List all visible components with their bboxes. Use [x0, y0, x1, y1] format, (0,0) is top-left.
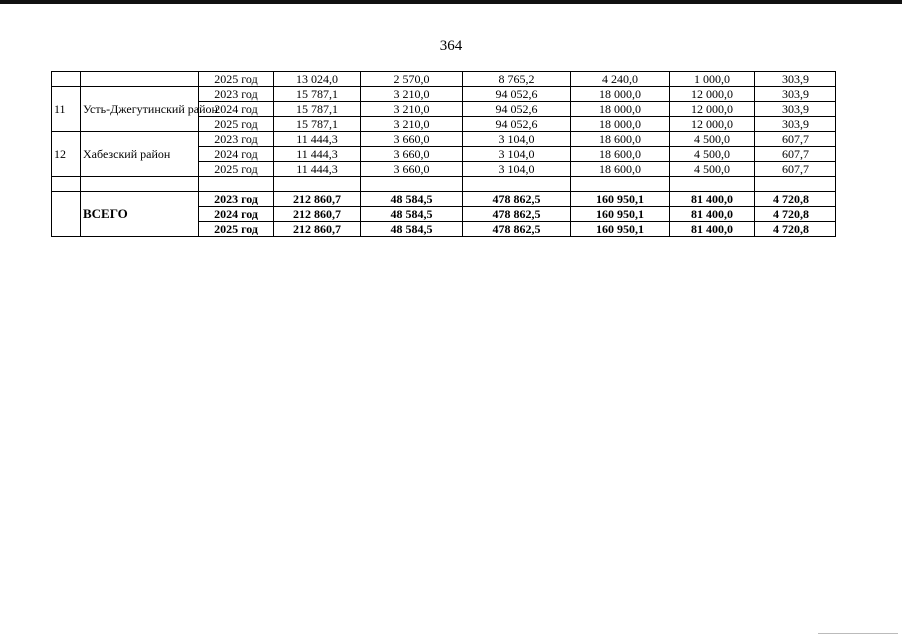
value-cell: 4 720,8: [755, 192, 836, 207]
empty-cell: [463, 177, 571, 192]
value-cell: 4 720,8: [755, 207, 836, 222]
value-cell: 11 444,3: [274, 162, 361, 177]
empty-cell: [52, 177, 81, 192]
value-cell: 160 950,1: [571, 222, 670, 237]
value-cell: 18 600,0: [571, 162, 670, 177]
value-cell: 81 400,0: [670, 192, 755, 207]
value-cell: 4 500,0: [670, 132, 755, 147]
value-cell: 478 862,5: [463, 192, 571, 207]
value-cell: 160 950,1: [571, 192, 670, 207]
value-cell: 3 104,0: [463, 132, 571, 147]
value-cell: 11 444,3: [274, 147, 361, 162]
year-cell: 2024 год: [199, 207, 274, 222]
value-cell: 15 787,1: [274, 117, 361, 132]
value-cell: 3 104,0: [463, 162, 571, 177]
table-row: [52, 87, 836, 102]
empty-cell: [199, 177, 274, 192]
value-cell: 15 787,1: [274, 87, 361, 102]
year-cell: 2025 год: [199, 222, 274, 237]
year-cell: 2024 год: [199, 102, 274, 117]
total-num-cell: [52, 192, 81, 237]
value-cell: 478 862,5: [463, 222, 571, 237]
value-cell: 13 024,0: [274, 72, 361, 87]
value-cell: 607,7: [755, 162, 836, 177]
value-cell: 18 000,0: [571, 102, 670, 117]
value-cell: 81 400,0: [670, 207, 755, 222]
district-name: Хабезский район: [81, 132, 199, 177]
budget-table: [51, 71, 836, 237]
value-cell: 15 787,1: [274, 102, 361, 117]
district-name: Усть-Джегутинский район: [81, 87, 199, 132]
value-cell: 94 052,6: [463, 102, 571, 117]
value-cell: 607,7: [755, 132, 836, 147]
district-cell: [81, 72, 199, 87]
table-row: [52, 72, 836, 87]
value-cell: 12 000,0: [670, 87, 755, 102]
year-cell: 2025 год: [199, 162, 274, 177]
bottom-scan-line: [818, 633, 898, 634]
value-cell: 303,9: [755, 87, 836, 102]
value-cell: 4 720,8: [755, 222, 836, 237]
page-number: 364: [439, 38, 463, 54]
value-cell: 3 660,0: [361, 162, 463, 177]
year-cell: 2023 год: [199, 192, 274, 207]
empty-cell: [670, 177, 755, 192]
year-cell: 2025 год: [199, 72, 274, 87]
total-label: ВСЕГО: [81, 192, 199, 237]
value-cell: 81 400,0: [670, 222, 755, 237]
value-cell: 303,9: [755, 117, 836, 132]
value-cell: 212 860,7: [274, 222, 361, 237]
value-cell: 3 104,0: [463, 147, 571, 162]
year-cell: 2023 год: [199, 87, 274, 102]
value-cell: 11 444,3: [274, 132, 361, 147]
value-cell: 12 000,0: [670, 102, 755, 117]
empty-cell: [274, 177, 361, 192]
empty-cell: [361, 177, 463, 192]
value-cell: 18 600,0: [571, 132, 670, 147]
value-cell: 478 862,5: [463, 207, 571, 222]
top-border-rule: [0, 0, 902, 4]
value-cell: 3 660,0: [361, 147, 463, 162]
value-cell: 2 570,0: [361, 72, 463, 87]
value-cell: 303,9: [755, 72, 836, 87]
value-cell: 8 765,2: [463, 72, 571, 87]
value-cell: 94 052,6: [463, 117, 571, 132]
total-row: [52, 192, 836, 207]
empty-cell: [81, 177, 199, 192]
value-cell: 48 584,5: [361, 207, 463, 222]
value-cell: 303,9: [755, 102, 836, 117]
value-cell: 607,7: [755, 147, 836, 162]
year-cell: 2024 год: [199, 147, 274, 162]
value-cell: 18 600,0: [571, 147, 670, 162]
year-cell: 2023 год: [199, 132, 274, 147]
value-cell: 1 000,0: [670, 72, 755, 87]
value-cell: 4 500,0: [670, 147, 755, 162]
value-cell: 48 584,5: [361, 222, 463, 237]
year-cell: 2025 год: [199, 117, 274, 132]
empty-row: [52, 177, 836, 192]
row-number: 11: [52, 87, 81, 132]
value-cell: 94 052,6: [463, 87, 571, 102]
value-cell: 212 860,7: [274, 192, 361, 207]
empty-cell: [571, 177, 670, 192]
value-cell: 3 210,0: [361, 117, 463, 132]
table-row: [52, 132, 836, 147]
value-cell: 12 000,0: [670, 117, 755, 132]
value-cell: 3 210,0: [361, 87, 463, 102]
row-number: 12: [52, 132, 81, 177]
num-cell: [52, 72, 81, 87]
value-cell: 4 500,0: [670, 162, 755, 177]
empty-cell: [755, 177, 836, 192]
value-cell: 4 240,0: [571, 72, 670, 87]
value-cell: 160 950,1: [571, 207, 670, 222]
value-cell: 3 210,0: [361, 102, 463, 117]
value-cell: 3 660,0: [361, 132, 463, 147]
value-cell: 18 000,0: [571, 87, 670, 102]
value-cell: 18 000,0: [571, 117, 670, 132]
value-cell: 48 584,5: [361, 192, 463, 207]
value-cell: 212 860,7: [274, 207, 361, 222]
